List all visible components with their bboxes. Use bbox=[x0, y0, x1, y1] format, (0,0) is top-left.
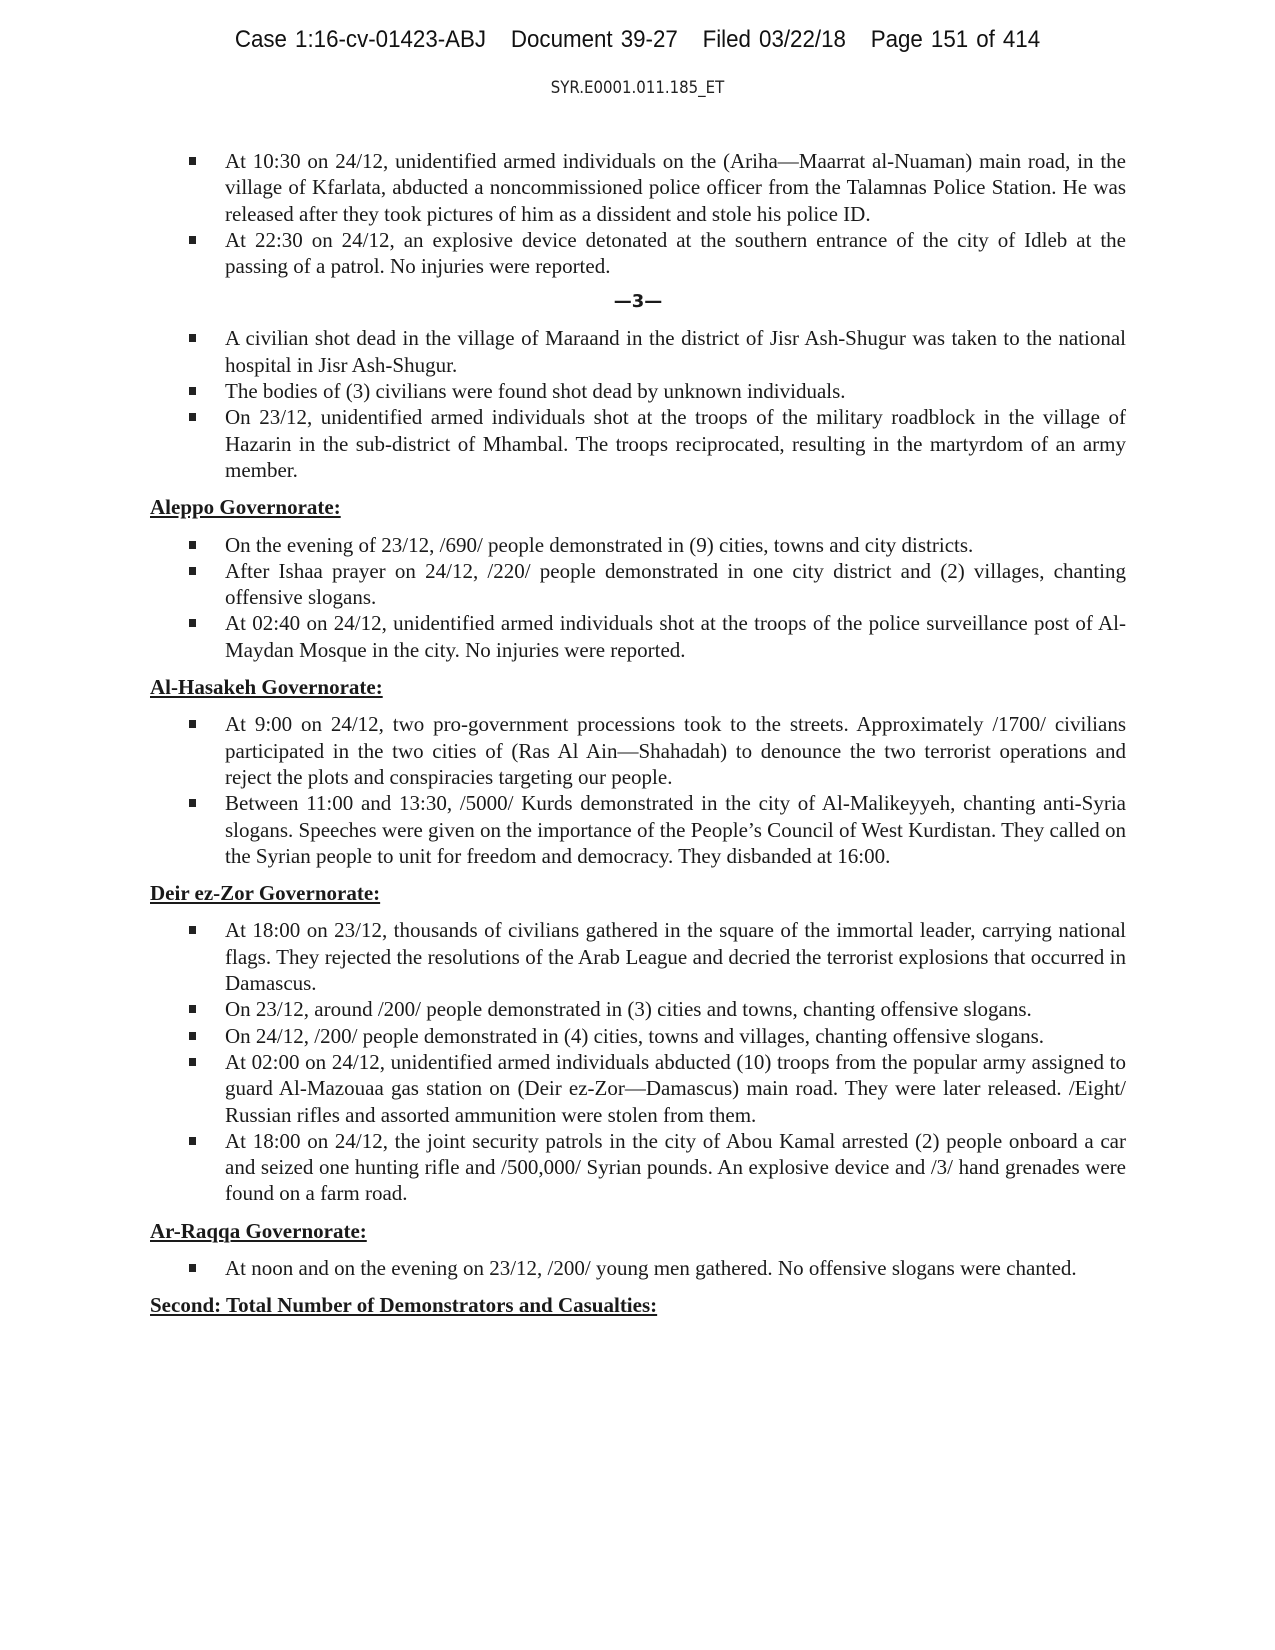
square-bullet-icon bbox=[189, 1058, 196, 1066]
square-bullet-icon bbox=[189, 413, 196, 421]
list-item: At 02:00 on 24/12, unidentified armed individuals abducted (10) troops from the popular army assigned to guard Al-Mazouaa gas station on (Deir ez-Zor—Damascus) main road. They were later released. /Eight/ Russian rifles and assorted ammunition were stolen from them. bbox=[150, 1049, 1126, 1128]
list-item: At 9:00 on 24/12, two pro-government processions took to the streets. Approximately /1700/ civilians participated in the two cities of (Ras Al Ain—Shahadah) to denounce the two terrorist operations and reject the plots and conspiracies targeting our people. bbox=[150, 711, 1126, 790]
square-bullet-icon bbox=[189, 799, 196, 807]
bates-number: SYR.E0001.011.185_ET bbox=[550, 78, 725, 98]
list-item: On 23/12, around /200/ people demonstrated in (3) cities and towns, chanting offensive slogans. bbox=[150, 996, 1126, 1022]
list-item: At 18:00 on 23/12, thousands of civilians gathered in the square of the immortal leader, carrying national flags. They rejected the resolutions of the Arab League and decried the terrorist explosions that occurred in Damascus. bbox=[150, 917, 1126, 996]
square-bullet-icon bbox=[189, 1005, 196, 1013]
deir-ez-zor-list bbox=[150, 917, 1126, 1206]
square-bullet-icon bbox=[189, 1264, 196, 1272]
list-item: On 24/12, /200/ people demonstrated in (4) cities, towns and villages, chanting offensive slogans. bbox=[150, 1023, 1126, 1049]
list-item: On the evening of 23/12, /690/ people demonstrated in (9) cities, towns and city districts. bbox=[150, 532, 1126, 558]
square-bullet-icon bbox=[189, 334, 196, 342]
list-item: Between 11:00 and 13:30, /5000/ Kurds demonstrated in the city of Al-Malikeyyeh, chanting anti-Syria slogans. Speeches were given on the importance of the People’s Council of West Kurdistan. They called on the Syrian people to unit for freedom and democracy. They disbanded at 16:00. bbox=[150, 790, 1126, 869]
page-number: Page 151 of 414 bbox=[870, 26, 1041, 53]
document-body bbox=[150, 148, 1126, 1330]
aleppo-list bbox=[150, 532, 1126, 663]
list-item: The bodies of (3) civilians were found shot dead by unknown individuals. bbox=[150, 378, 1126, 404]
square-bullet-icon bbox=[189, 619, 196, 627]
square-bullet-icon bbox=[189, 236, 196, 244]
case-header bbox=[45, 26, 1231, 54]
filed-date: Filed 03/22/18 bbox=[702, 26, 846, 53]
list-item: After Ishaa prayer on 24/12, /220/ people demonstrated in one city district and (2) villages, chanting offensive slogans. bbox=[150, 558, 1126, 611]
intro-list bbox=[150, 148, 1126, 279]
closing-heading: Second: Total Number of Demonstrators and Casualties: bbox=[150, 1293, 658, 1318]
square-bullet-icon bbox=[189, 1137, 196, 1145]
case-number: Case 1:16-cv-01423-ABJ bbox=[234, 26, 487, 53]
list-item: At 02:40 on 24/12, unidentified armed individuals shot at the troops of the police surveillance post of Al-Maydan Mosque in the city. No injuries were reported. bbox=[150, 610, 1126, 663]
square-bullet-icon bbox=[189, 541, 196, 549]
list-item: At 18:00 on 24/12, the joint security patrols in the city of Abou Kamal arrested (2) people onboard a car and seized one hunting rifle and /500,000/ Syrian pounds. An explosive device and /3/ hand grenades were found on a farm road. bbox=[150, 1128, 1126, 1207]
square-bullet-icon bbox=[189, 387, 196, 395]
document-number: Document 39-27 bbox=[510, 26, 678, 53]
al-hasakeh-list bbox=[150, 711, 1126, 869]
section-heading-aleppo: Aleppo Governorate: bbox=[150, 495, 341, 520]
list-item: At 22:30 on 24/12, an explosive device detonated at the southern entrance of the city of Idleb at the passing of a patrol. No injuries were reported. bbox=[150, 227, 1126, 280]
section-heading-al-hasakeh: Al-Hasakeh Governorate: bbox=[150, 675, 383, 700]
square-bullet-icon bbox=[189, 157, 196, 165]
list-item: At 10:30 on 24/12, unidentified armed individuals on the (Ariha—Maarrat al-Nuaman) main road, in the village of Kfarlata, abducted a noncommissioned police officer from the Talamnas Police Station. He was released after they took pictures of him as a dissident and stole his police ID. bbox=[150, 148, 1126, 227]
square-bullet-icon bbox=[189, 720, 196, 728]
continued-list bbox=[150, 325, 1126, 483]
list-item: On 23/12, unidentified armed individuals shot at the troops of the military roadblock in the village of Hazarin in the sub-district of Mhambal. The troops reciprocated, resulting in the martyrdom of an army member. bbox=[150, 404, 1126, 483]
square-bullet-icon bbox=[189, 926, 196, 934]
square-bullet-icon bbox=[189, 567, 196, 575]
square-bullet-icon bbox=[189, 1032, 196, 1040]
page-marker: —3— bbox=[613, 291, 663, 313]
list-item: A civilian shot dead in the village of Maraand in the district of Jisr Ash-Shugur was taken to the national hospital in Jisr Ash-Shugur. bbox=[150, 325, 1126, 378]
ar-raqqa-list bbox=[150, 1255, 1126, 1281]
section-heading-deir-ez-zor: Deir ez-Zor Governorate: bbox=[150, 881, 381, 906]
section-heading-ar-raqqa: Ar-Raqqa Governorate: bbox=[150, 1218, 367, 1243]
list-item: At noon and on the evening on 23/12, /200/ young men gathered. No offensive slogans were chanted. bbox=[150, 1255, 1126, 1281]
